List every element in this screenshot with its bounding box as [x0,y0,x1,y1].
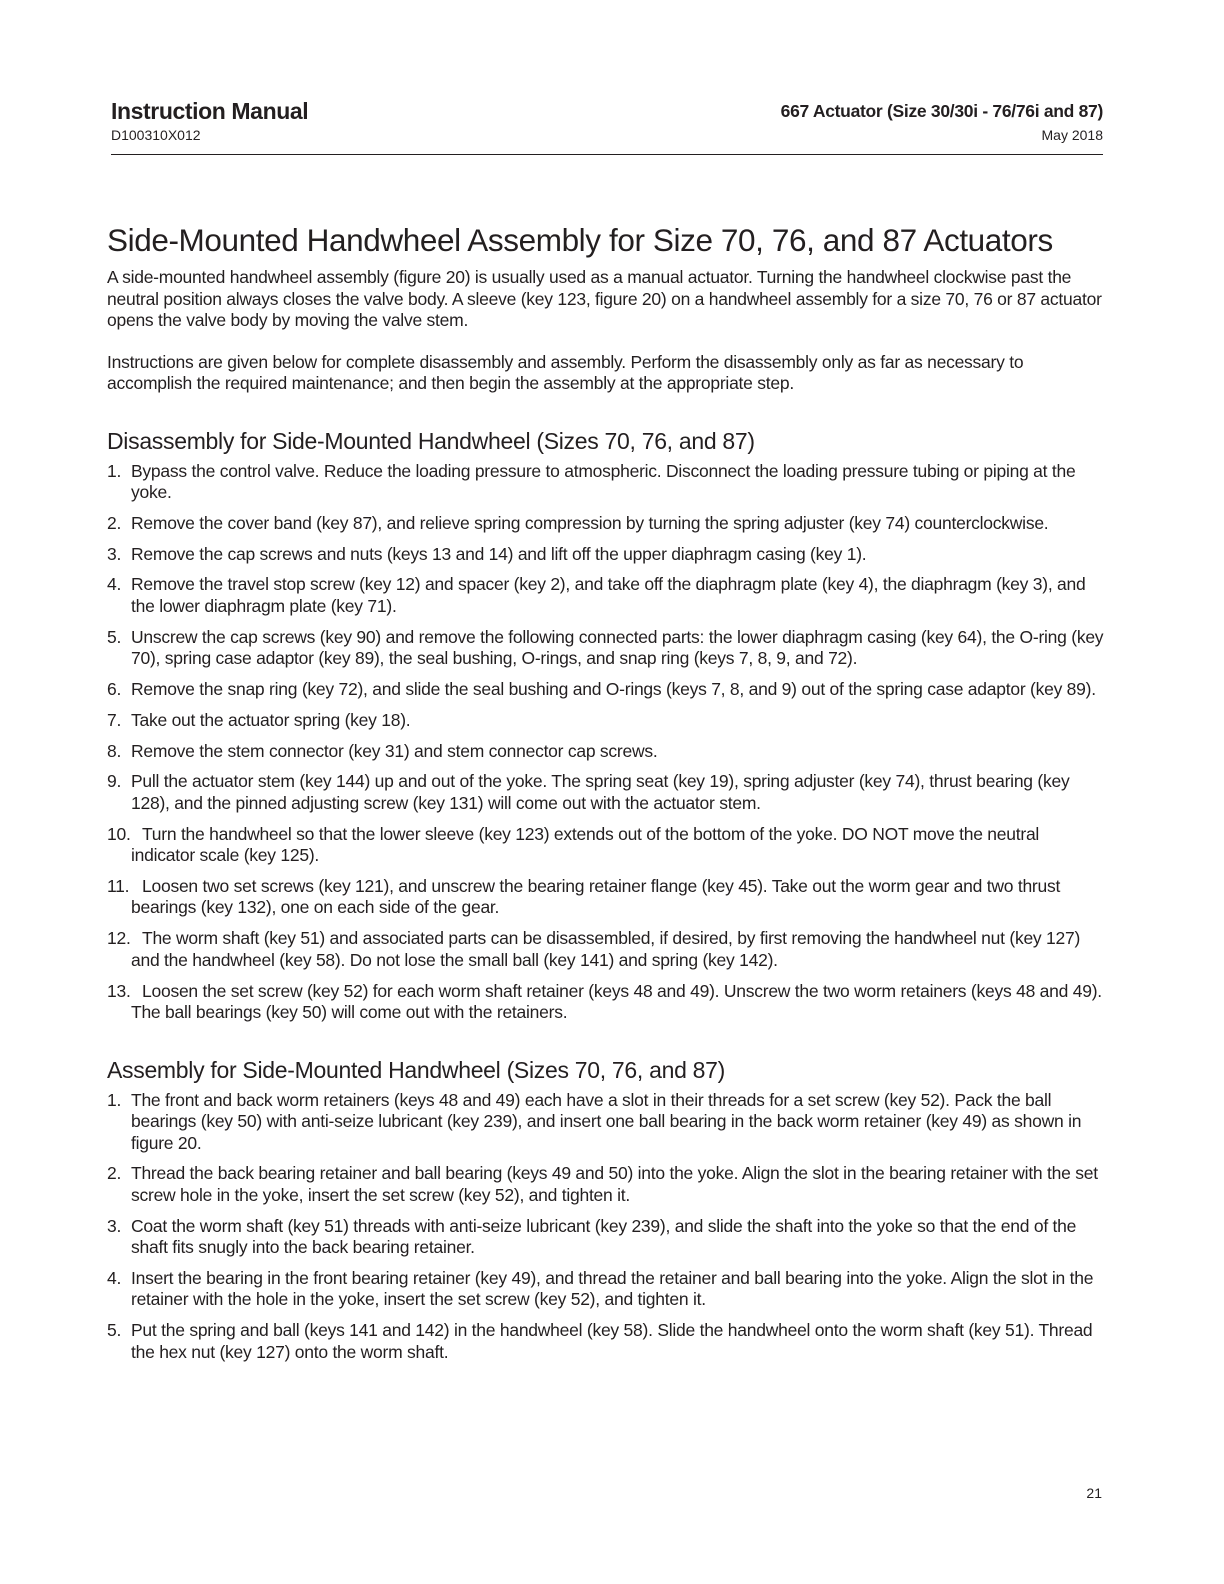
page-content [107,222,1107,1373]
step-text: Insert the bearing in the front bearing retainer (key 49), and thread the retainer and ball bearing into the yoke. Align the slot in the retainer with the hole in the yoke, insert the set screw (key 52), and tighten it. [131,1267,1094,1310]
page-header [111,98,1103,155]
step-text: Remove the stem connector (key 31) and stem connector cap screws. [131,740,658,761]
disassembly-step [107,461,1107,504]
disassembly-heading: Disassembly for Side-Mounted Handwheel (Sizes 70, 76, and 87) [107,427,755,454]
assembly-step [107,1268,1107,1311]
step-text: Remove the travel stop screw (key 12) and spacer (key 2), and take off the diaphragm plate (key 4), the diaphragm (key 3), and the lower diaphragm plate (key 71). [131,574,1086,616]
step-text: The front and back worm retainers (keys 48 and 49) each have a slot in their threads for a set screw (key 52). Pack the ball bearings (key 50) with anti-seize lubricant (key 239), and insert one ball bearing in the back worm retainer (key 49) as shown in figure 20. [131,1089,1082,1153]
section-title: Side-Mounted Handwheel Assembly for Size 70, 76, and 87 Actuators [107,222,1053,258]
step-text: Bypass the control valve. Reduce the loading pressure to atmospheric. Disconnect the loading pressure tubing or piping at the yoke. [131,460,1076,502]
step-text: Take out the actuator spring (key 18). [131,709,411,730]
step-text: Thread the back bearing retainer and ball bearing (keys 49 and 50) into the yoke. Align the slot in the bearing retainer with the set screw hole in the yoke, insert the set screw (key 52), and tighten it. [131,1163,1098,1205]
step-text: The worm shaft (key 51) and associated parts can be disassembled, if desired, by first removing the handwheel nut (key 127) and the handwheel (key 58). Do not lose the small ball (key 141) and spring (key 142). [131,928,1081,970]
step-number: 5. [107,626,122,647]
step-number: 11. [107,875,134,896]
assembly-step [107,1216,1107,1259]
step-number: 7. [107,709,122,730]
manual-title: Instruction Manual [111,98,309,124]
disassembly-step [107,981,1107,1024]
step-number: 8. [107,740,122,761]
step-number: 2. [107,1163,122,1184]
disassembly-steps [107,461,1107,1024]
step-text: Turn the handwheel so that the lower sleeve (key 123) extends out of the bottom of the yoke. DO NOT move the neutral indicator scale (key 125). [131,823,1040,866]
step-number: 10. [107,823,136,844]
disassembly-step [107,574,1107,617]
step-text: Loosen two set screws (key 121), and unscrew the bearing retainer flange (key 45). Take out the worm gear and two thrust bearings (key 132), one on each side of the gear. [131,875,1061,918]
disassembly-step [107,627,1107,670]
step-number: 3. [107,543,122,564]
disassembly-step [107,679,1107,701]
page-number: 21 [1086,1485,1102,1501]
step-number: 5. [107,1320,122,1341]
assembly-step [107,1163,1107,1206]
document-code: D100310X012 [111,127,201,143]
assembly-step [107,1090,1107,1155]
step-number: 4. [107,1267,122,1288]
publication-date: May 2018 [1041,127,1103,143]
disassembly-step [107,928,1107,971]
product-title: 667 Actuator (Size 30/30i - 76/76i and 87) [780,101,1103,121]
intro-paragraph: Instructions are given below for complete disassembly and assembly. Perform the disassembly only as far as necessary to accomplish the required maintenance; and then begin the assembly at the appropriate step. [107,351,1024,393]
assembly-step [107,1320,1107,1363]
step-text: Unscrew the cap screws (key 90) and remove the following connected parts: the lower diaphragm casing (key 64), the O-ring (key 70), spring case adaptor (key 89), the seal bushing, O-rings, and snap ring (keys 7, 8, 9, and 72). [131,626,1104,669]
step-text: Remove the snap ring (key 72), and slide the seal bushing and O-rings (keys 7, 8, and 9) out of the spring case adaptor (key 89). [131,678,1096,699]
step-number: 12. [107,928,136,949]
disassembly-step [107,824,1107,867]
disassembly-step [107,710,1107,732]
step-number: 13. [107,980,136,1001]
assembly-steps [107,1090,1107,1364]
intro-paragraph: A side-mounted handwheel assembly (figure 20) is usually used as a manual actuator. Turning the handwheel clockwise past the neutral position always closes the valve body. A sleeve (key 123, figure 20) on a handwheel assembly for a size 70, 76 or 87 actuator opens the valve body by moving the valve stem. [107,267,1102,330]
step-number: 4. [107,574,122,595]
disassembly-step [107,513,1107,535]
step-text: Remove the cap screws and nuts (keys 13 and 14) and lift off the upper diaphragm casing (key 1). [131,543,867,564]
step-text: Remove the cover band (key 87), and relieve spring compression by turning the spring adjuster (key 74) counterclockwise. [131,512,1049,533]
assembly-heading: Assembly for Side-Mounted Handwheel (Sizes 70, 76, and 87) [107,1056,725,1083]
step-number: 2. [107,512,122,533]
disassembly-step [107,741,1107,763]
step-text: Pull the actuator stem (key 144) up and out of the yoke. The spring seat (key 19), spring adjuster (key 74), thrust bearing (key 128), and the pinned adjusting screw (key 131) will come out with the actuator stem. [131,771,1070,813]
step-text: Put the spring and ball (keys 141 and 142) in the handwheel (key 58). Slide the handwheel onto the worm shaft (key 51). Thread the hex nut (key 127) onto the worm shaft. [131,1320,1093,1362]
disassembly-step [107,544,1107,566]
disassembly-step [107,876,1107,919]
step-text: Loosen the set screw (key 52) for each worm shaft retainer (keys 48 and 49). Unscrew the two worm retainers (keys 48 and 49). The ball bearings (key 50) will come out with the retainers. [131,980,1102,1023]
step-text: Coat the worm shaft (key 51) threads with anti-seize lubricant (key 239), and slide the shaft into the yoke so that the end of the shaft fits snugly into the back bearing retainer. [131,1215,1077,1258]
disassembly-step [107,771,1107,814]
step-number: 9. [107,771,122,792]
step-number: 6. [107,678,122,699]
step-number: 3. [107,1215,122,1236]
step-number: 1. [107,460,122,481]
step-number: 1. [107,1089,122,1110]
